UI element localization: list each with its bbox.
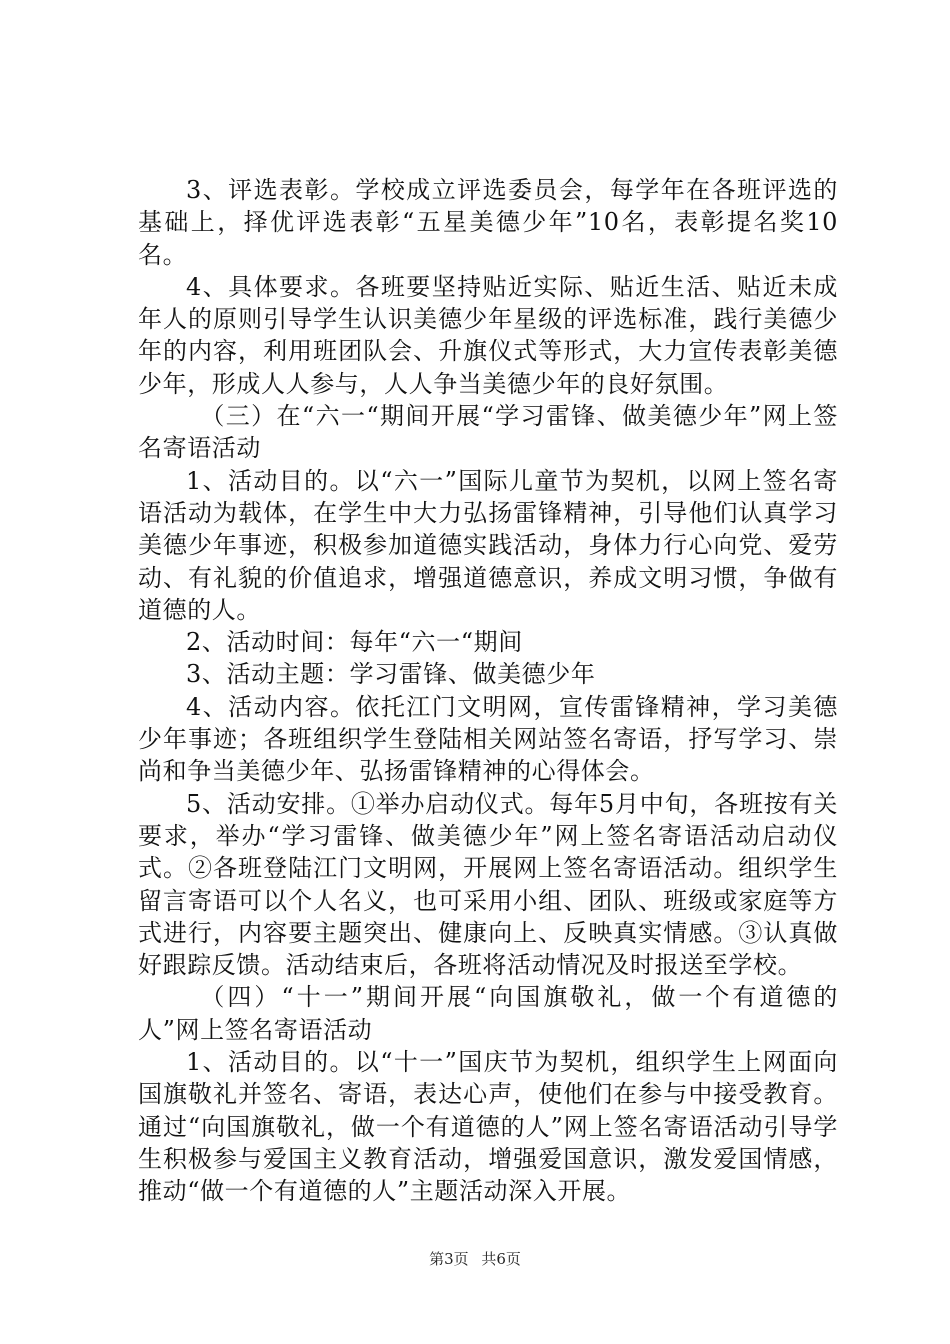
page-total: 共6页 (481, 1250, 521, 1268)
section-heading-children-day: （三）在“六一“期间开展“学习雷锋、做美德少年”网上签名寄语活动 (138, 402, 838, 463)
document-body (138, 174, 838, 1208)
paragraph-selection-award: 3、评选表彰。学校成立评选委员会，每学年在各班评选的基础上，择优评选表彰“五星美德少年”10名，表彰提名奖10名。 (138, 176, 838, 269)
paragraph-activity-purpose: 1、活动目的。以“六一”国际儿童节为契机，以网上签名寄语活动为载体，在学生中大力弘扬雷锋精神，引导他们认真学习美德少年事迹，积极参加道德实践活动，身体力行心向党、爱劳动、有礼貌的价值追求，增强道德意识，养成文明习惯，争做有道德的人。 (138, 466, 838, 624)
section-heading-national-day: （四）“十一”期间开展“向国旗敬礼，做一个有道德的人”网上签名寄语活动 (138, 983, 838, 1044)
paragraph-activity-arrangement: 5、活动安排。①举办启动仪式。每年5月中旬，各班按有关要求，举办“学习雷锋、做美德少年”网上签名寄语活动启动仪式。②各班登陆江门文明网，开展网上签名寄语活动。组织学生留言寄语可以个人名义，也可采用小组、团队、班级或家庭等方式进行，内容要主题突出、健康向上、反映真实情感。③认真做好跟踪反馈。活动结束后，各班将活动情况及时报送至学校。 (138, 789, 838, 980)
paragraph-activity-theme: 3、活动主题：学习雷锋、做美德少年 (186, 660, 596, 689)
page-footer (0, 1248, 950, 1269)
paragraph-activity-time: 2、活动时间：每年“六一“期间 (186, 628, 523, 657)
paragraph-specific-requirements: 4、具体要求。各班要坚持贴近实际、贴近生活、贴近未成年人的原则引导学生认识美德少年星级的评选标准，践行美德少年的内容，利用班团队会、升旗仪式等形式，大力宣传表彰美德少年，形成人人参与，人人争当美德少年的良好氛围。 (138, 272, 838, 398)
paragraph-national-day-purpose: 1、活动目的。以“十一”国庆节为契机，组织学生上网面向国旗敬礼并签名、寄语，表达心声，使他们在参与中接受教育。通过“向国旗敬礼，做一个有道德的人”网上签名寄语活动引导学生积极参与爱国主义教育活动，增强爱国意识，激发爱国情感，推动“做一个有道德的人”主题活动深入开展。 (138, 1048, 838, 1206)
page-number: 第3页 (429, 1250, 469, 1268)
paragraph-activity-content: 4、活动内容。依托江门文明网，宣传雷锋精神，学习美德少年事迹；各班组织学生登陆相关网站签名寄语，抒写学习、崇尚和争当美德少年、弘扬雷锋精神的心得体会。 (138, 692, 838, 786)
